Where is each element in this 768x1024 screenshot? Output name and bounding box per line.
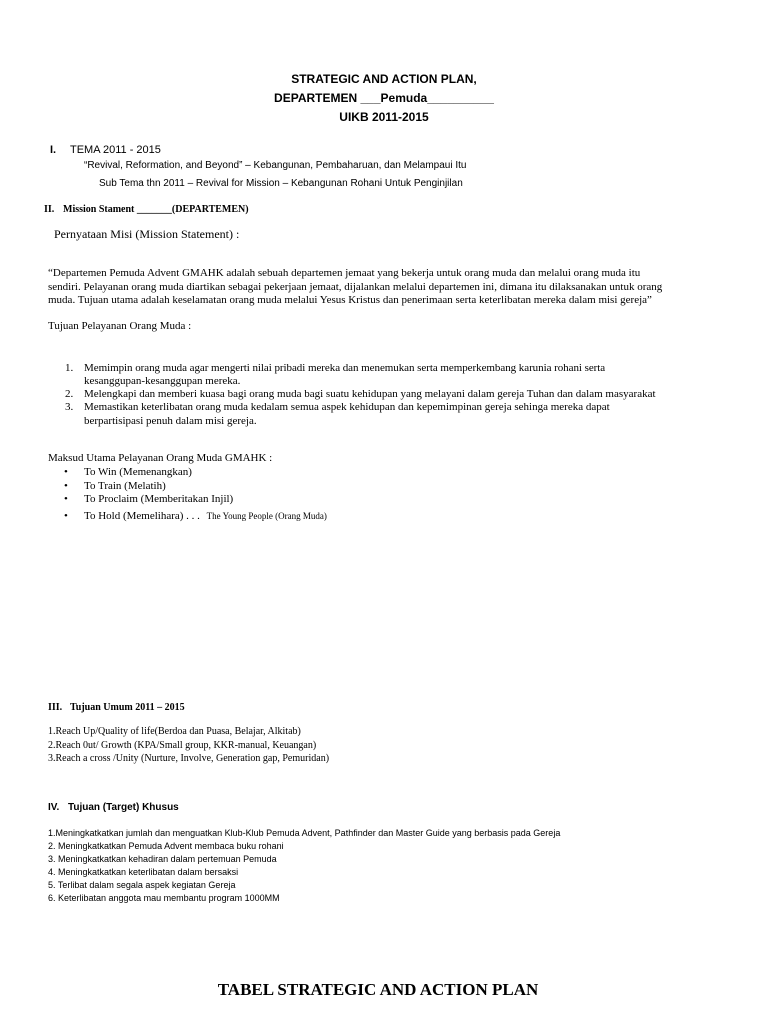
section-3-title: Tujuan Umum 2011 – 2015 (70, 702, 185, 713)
section-2-title: Mission Stament _______(DEPARTEMEN) (63, 204, 249, 215)
purpose-item (64, 493, 234, 505)
general-goal-item: 3.Reach a cross /Unity (Nurture, Involve, Generation gap, Pemuridan) (48, 753, 330, 764)
bullet-icon: • (64, 510, 68, 522)
doc-title: STRATEGIC AND ACTION PLAN, (291, 72, 477, 86)
section-1-title: TEMA 2011 - 2015 (70, 144, 161, 156)
specific-target-item: 1.Meningkatkatkan jumlah dan menguatkan Klub-Klub Pemuda Advent, Pathfinder dan Master Guide yang berbasis pada Gereja (48, 828, 561, 838)
purpose-item (64, 480, 166, 492)
purpose-item-text: To Train (Melatih) (84, 480, 166, 492)
specific-target-item: 2. Meningkatkatkan Pemuda Advent membaca buku rohani (48, 841, 284, 851)
goal-number: 3. (65, 401, 74, 413)
specific-target-item: 5. Terlibat dalam segala aspek kegiatan Gereja (48, 880, 236, 890)
mission-quote-line-3: muda. Tujuan utama adalah keselamatan orang muda melalui Yesus Kristus dan penerimaan serta keterlibatan mereka dalam misi gereja” (48, 294, 652, 306)
bullet-icon: • (64, 493, 68, 505)
mission-statement-label: Pernyataan Misi (Mission Statement) : (54, 227, 240, 241)
specific-target-item: 3. Meningkatkatkan kehadiran dalam pertemuan Pemuda (48, 854, 277, 864)
goal-item-line: berpartisipasi penuh dalam misi gereja. (84, 415, 257, 427)
purpose-item-text: To Proclaim (Memberitakan Injil) (84, 493, 234, 505)
goal-number: 2. (65, 388, 74, 400)
goal-item-line: Melengkapi dan memberi kuasa bagi orang muda bagi suatu kehidupan yang melayani dalam gereja Tuhan dan dalam masyarakat (84, 388, 656, 400)
section-1-number: I. (50, 144, 57, 156)
doc-department: DEPARTEMEN ___Pemuda__________ (274, 91, 494, 105)
goal-number: 1. (65, 362, 74, 374)
mission-quote-line-2: sendiri. Pelayanan orang muda diartikan sebagai pekerjaan jemaat, dijalankan melalui departemen ini, dimana itu dilaksanakan untuk orang (48, 281, 663, 293)
specific-target-item: 6. Keterlibatan anggota mau membantu program 1000MM (48, 893, 280, 903)
section-2-number: II. (44, 204, 55, 215)
purpose-item (64, 466, 192, 478)
general-goal-item: 2.Reach 0ut/ Growth (KPA/Small group, KKR-manual, Keuangan) (48, 740, 317, 751)
purpose-item-text: To Win (Memenangkan) (84, 466, 192, 478)
doc-organization: UIKB 2011-2015 (339, 110, 429, 124)
mission-quote-line-1: “Departemen Pemuda Advent GMAHK adalah sebuah departemen jemaat yang bekerja untuk orang muda dan melalui orang muda itu (48, 267, 641, 279)
bullet-icon: • (64, 466, 68, 478)
purpose-item (64, 510, 327, 522)
youth-goals-label: Tujuan Pelayanan Orang Muda : (48, 320, 192, 332)
specific-target-item: 4. Meningkatkatkan keterlibatan dalam bersaksi (48, 867, 239, 877)
bullet-icon: • (64, 480, 68, 492)
table-title: TABEL STRATEGIC AND ACTION PLAN (217, 980, 539, 999)
general-goal-item: 1.Reach Up/Quality of life(Berdoa dan Puasa, Belajar, Alkitab) (48, 726, 301, 737)
purpose-label: Maksud Utama Pelayanan Orang Muda GMAHK : (48, 452, 273, 464)
goal-item-line: Memastikan keterlibatan orang muda kedalam semua aspek kehidupan dan kepemimpinan gereja sehinga mereka dapat (84, 401, 610, 413)
purpose-item-text: To Hold (Memelihara) . . . (84, 510, 200, 522)
theme-text: “Revival, Reformation, and Beyond” – Kebangunan, Pembaharuan, dan Melampaui Itu (84, 160, 467, 171)
goal-item-line: kesanggupan-kesanggupan mereka. (84, 375, 241, 387)
section-4-number: IV. (48, 802, 60, 813)
section-3-number: III. (48, 702, 63, 713)
goal-item-line: Memimpin orang muda agar mengerti nilai pribadi mereka dan menemukan serta memperkembang karunia rohani serta (84, 362, 606, 374)
subtheme-text: Sub Tema thn 2011 – Revival for Mission – Kebangunan Rohani Untuk Penginjilan (99, 178, 463, 189)
purpose-suffix: The Young People (Orang Muda) (206, 511, 327, 521)
section-4-title: Tujuan (Target) Khusus (68, 802, 179, 813)
